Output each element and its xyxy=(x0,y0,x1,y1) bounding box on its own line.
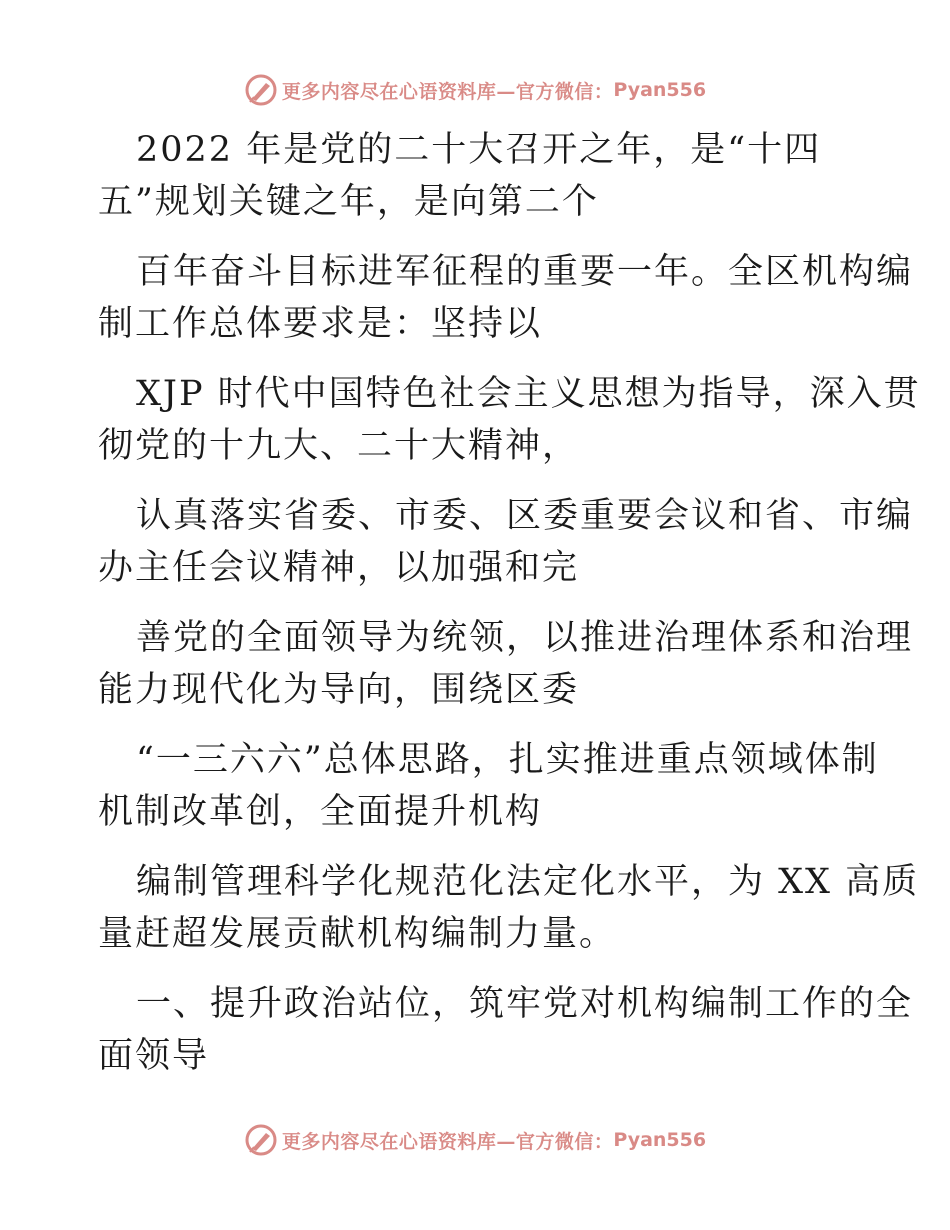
paragraph-line: XJP 时代中国特色社会主义思想为指导，深入贯 xyxy=(136,374,921,414)
document-body xyxy=(98,124,921,1082)
paragraph-line: “一三六六”总体思路，扎实推进重点领域体制 xyxy=(136,740,879,780)
paragraph-line: 制工作总体要求是：坚持以 xyxy=(98,304,543,344)
paragraph-line: 办主任会议精神，以加强和完 xyxy=(98,548,580,588)
paragraph-line: 2022 年是党的二十大召开之年，是“十四 xyxy=(136,130,822,170)
section-heading-line: 一、提升政治站位，筑牢党对机构编制工作的全 xyxy=(136,984,914,1024)
footer-banner-wechat: Pyan556 xyxy=(613,1129,707,1151)
pen-logo-icon xyxy=(244,73,278,107)
paragraph-line: 编制管理科学化规范化法定化水平，为 XX 高质 xyxy=(136,862,920,902)
footer-banner-text: 更多内容尽在心语资料库—官方微信： xyxy=(281,1130,614,1153)
paragraph-line: 认真落实省委、市委、区委重要会议和省、市编 xyxy=(136,496,914,536)
paragraph-line: 五”规划关键之年，是向第二个 xyxy=(98,182,599,222)
header-banner-text: 更多内容尽在心语资料库—官方微信： xyxy=(281,80,614,103)
pen-logo-icon xyxy=(244,1123,278,1157)
paragraph-line: 彻党的十九大、二十大精神， xyxy=(98,426,580,466)
footer-watermark-banner xyxy=(0,1120,950,1160)
header-watermark-banner xyxy=(0,70,950,110)
header-banner-wechat: Pyan556 xyxy=(613,79,707,101)
paragraph-line: 量赶超发展贡献机构编制力量。 xyxy=(98,914,617,954)
paragraph-line: 百年奋斗目标进军征程的重要一年。全区机构编 xyxy=(136,252,914,292)
paragraph-line: 能力现代化为导向，围绕区委 xyxy=(98,670,580,710)
paragraph-line: 机制改革创，全面提升机构 xyxy=(98,792,543,832)
paragraph-line: 善党的全面领导为统领，以推进治理体系和治理 xyxy=(136,618,914,658)
section-heading-line: 面领导 xyxy=(98,1036,210,1076)
